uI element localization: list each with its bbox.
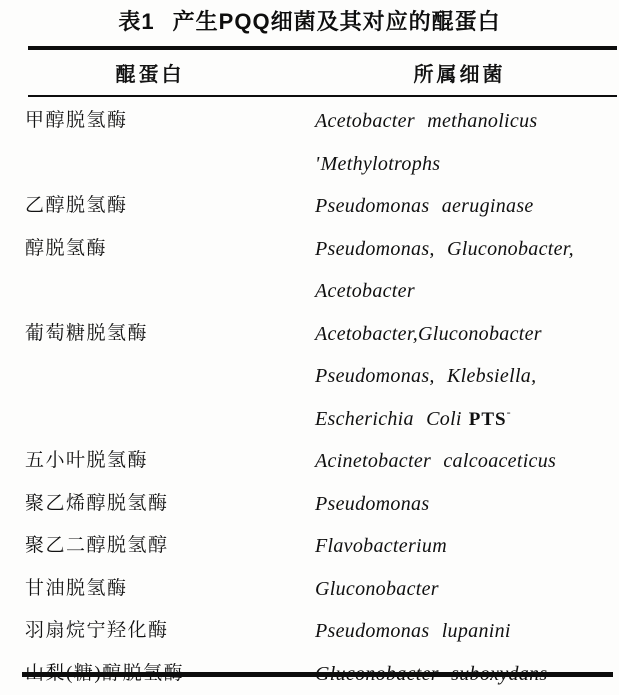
table-bottom-rule <box>22 672 613 677</box>
table-title <box>0 0 619 35</box>
bacteria-name: Acetobacter methanolicus <box>315 110 538 132</box>
bacteria-line <box>315 101 619 144</box>
column-header-quinoprotein: 醌蛋白 <box>115 64 185 86</box>
bacteria-cell <box>300 484 619 527</box>
bacteria-line <box>315 399 619 442</box>
bacteria-line <box>315 526 619 569</box>
table-caption: 产生PQQ细菌及其对应的醌蛋白 <box>172 9 501 34</box>
bacteria-name: Acinetobacter calcoaceticus <box>315 450 557 472</box>
quinoprotein-cell: 聚乙二醇脱氢醇 <box>25 535 169 556</box>
quinoprotein-cell: 葡萄糖脱氢酶 <box>25 322 149 344</box>
bacteria-cell <box>300 611 619 654</box>
quinoprotein-cell: 五小叶脱氢酶 <box>25 450 149 471</box>
table-row <box>0 186 619 229</box>
bacteria-line <box>315 569 619 612</box>
table-row <box>0 441 619 484</box>
quinoprotein-cell: 甘油脱氢酶 <box>25 577 128 599</box>
bacteria-cell <box>300 229 619 314</box>
apostrophe-mark: ' <box>315 152 320 175</box>
superscript-minus: - <box>506 404 511 419</box>
bacteria-cell <box>300 186 619 229</box>
bacteria-name: Pseudomonas aeruginase <box>315 195 534 217</box>
bacteria-name: Gluconobacter <box>315 577 439 600</box>
bacteria-line <box>315 611 619 654</box>
table-body <box>0 97 619 695</box>
bacteria-cell <box>300 441 619 484</box>
bacteria-line <box>315 484 619 527</box>
quinoprotein-cell: 羽扇烷宁羟化酶 <box>25 620 169 641</box>
bacteria-line <box>315 356 619 399</box>
bacteria-line <box>315 229 619 272</box>
bacteria-cell <box>300 569 619 612</box>
quinoprotein-cell: 甲醇脱氢酶 <box>25 110 128 131</box>
bacteria-line <box>315 271 619 314</box>
bacteria-name: Pseudomonas <box>315 492 430 515</box>
bacteria-line <box>315 314 619 357</box>
bacteria-name: Acetobacter <box>315 280 415 302</box>
bacteria-name: Pseudomonas, Gluconobacter, <box>315 237 574 260</box>
bacteria-line <box>315 441 619 484</box>
table-row <box>0 611 619 654</box>
bacteria-name: Acetobacter,Gluconobacter <box>315 322 542 345</box>
quinoprotein-cell: 醇脱氢酶 <box>25 237 108 259</box>
quinoprotein-cell: 乙醇脱氢酶 <box>25 195 128 216</box>
bacteria-name: Flavobacterium <box>315 535 447 557</box>
table-row <box>0 526 619 569</box>
quinoprotein-cell: 聚乙烯醇脱氢酶 <box>25 492 169 514</box>
bacteria-cell <box>300 314 619 442</box>
bacteria-line <box>315 186 619 229</box>
table-row <box>0 569 619 612</box>
table-row <box>0 229 619 314</box>
bacteria-line <box>315 144 619 187</box>
table-row <box>0 314 619 442</box>
bacteria-name: Pseudomonas, Klebsiella, <box>315 365 537 387</box>
table-number-label: 表1 <box>118 9 155 34</box>
bacteria-name: Escherichia Coli <box>315 407 462 430</box>
column-header-bacteria: 所属细菌 <box>413 64 506 86</box>
table-row <box>0 101 619 186</box>
pts-abbreviation: PTS <box>468 408 507 430</box>
table-header-row <box>0 50 619 95</box>
bacteria-cell <box>300 526 619 569</box>
bacteria-cell <box>300 101 619 186</box>
bacteria-name: Pseudomonas lupanini <box>315 620 511 642</box>
table-row <box>0 484 619 527</box>
bacteria-name: Methylotrophs <box>320 152 441 175</box>
